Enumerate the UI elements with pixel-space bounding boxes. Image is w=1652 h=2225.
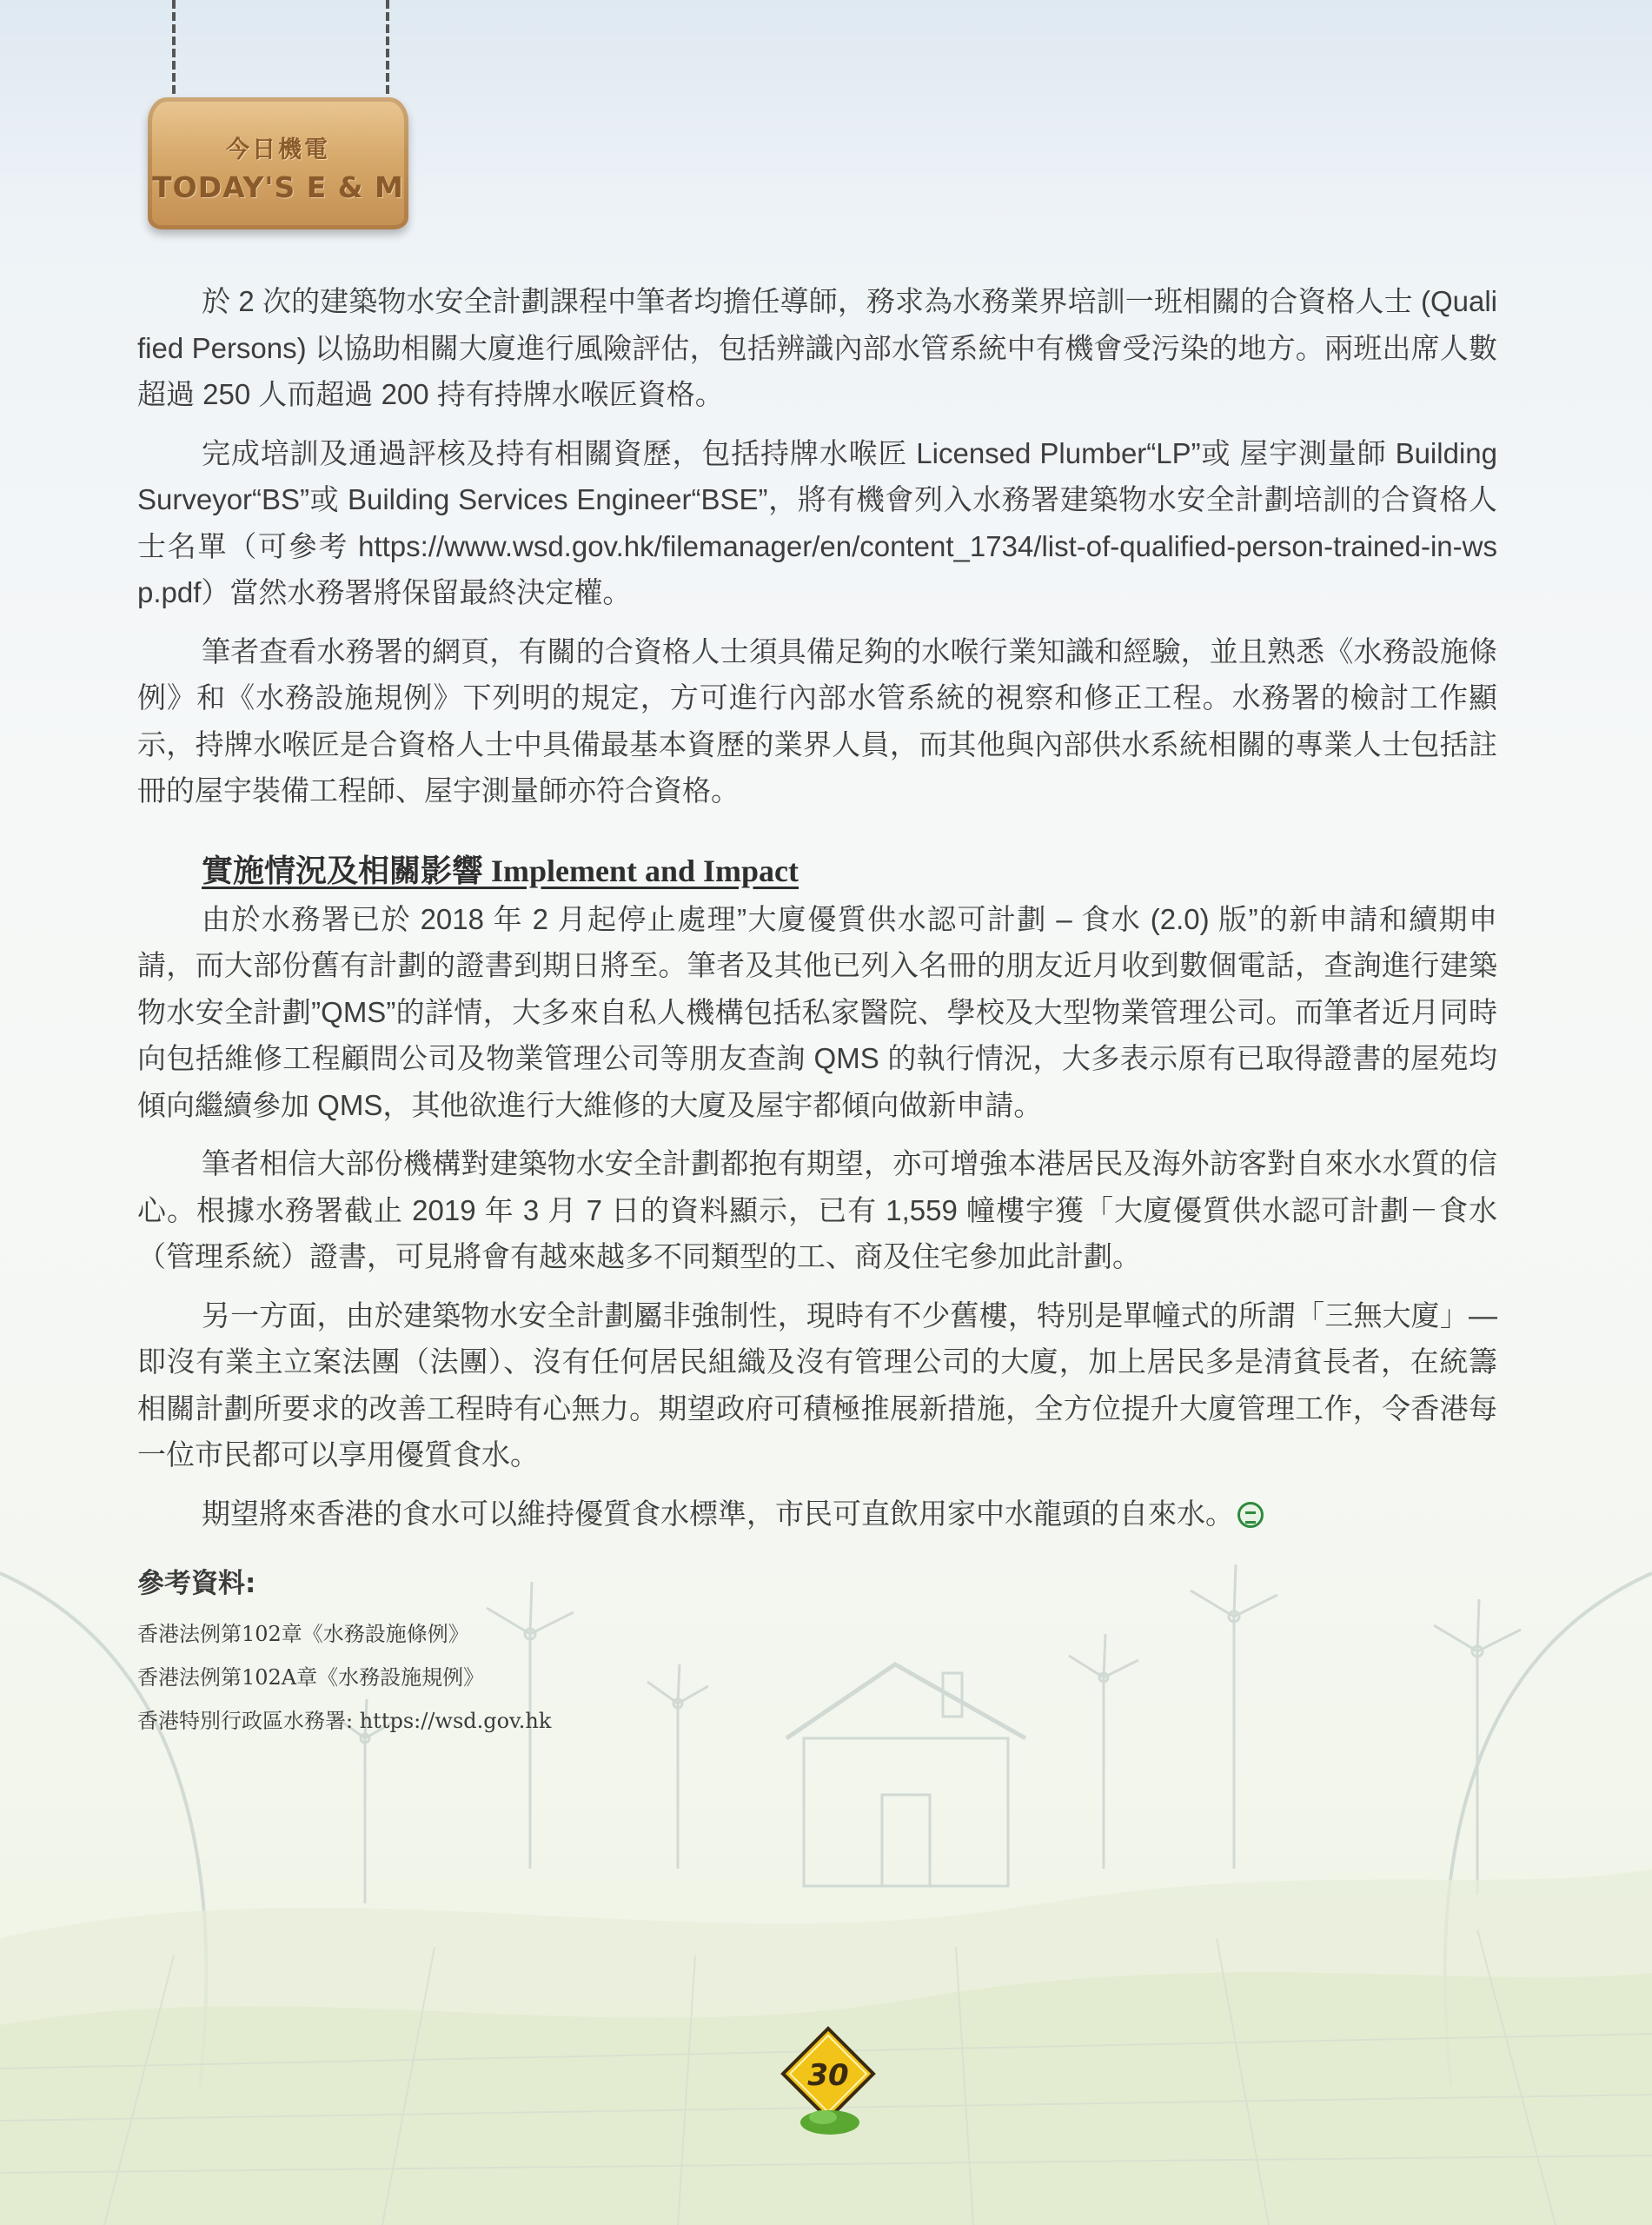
- references-title: 參考資料:: [137, 1568, 256, 1599]
- paragraph: 完成培訓及通過評核及持有相關資歷，包括持牌水喉匠 Licensed Plumber“LP”或 屋宇測量師 Building Surveyor“BS”或 Building Services Engineer“BSE”，將有機會列入水務署建築物水安全計劃培訓的合資格人士名單（可參考 https://www.wsd.gov.hk/filemanager/en/content_1734/list-of-qualified-person-trained-in-wsp.pdf）當然水務署將保留最終決定權。: [137, 436, 1497, 608]
- wooden-sign-board: [148, 97, 408, 229]
- end-mark-icon: [1237, 1502, 1264, 1528]
- reference-item: 香港法例第102章《水務設施條例》: [137, 1622, 469, 1646]
- closing-text: 期望將來香港的食水可以維持優質食水標準，市民可直飲用家中水龍頭的自來水。: [202, 1497, 1234, 1530]
- reference-item: 香港法例第102A章《水務設施規例》: [137, 1665, 485, 1690]
- article-body: [137, 278, 1497, 1549]
- section-sign: [141, 0, 419, 243]
- reference-item: 香港特別行政區水務署: https://wsd.gov.hk: [137, 1709, 552, 1733]
- references: [137, 1561, 551, 1743]
- page-number-badge: [776, 2025, 880, 2138]
- paragraph: 於 2 次的建築物水安全計劃課程中筆者均擔任導師，務求為水務業界培訓一班相關的合資格人士 (Qualified Persons) 以協助相關大廈進行風險評估，包括辨識內部水管系統中有機會受污染的地方。兩班出席人數超過 250 人而超過 200 持有持牌水喉匠資格。: [137, 285, 1497, 410]
- paragraph: 由於水務署已於 2018 年 2 月起停止處理”大廈優質供水認可計劃 – 食水 (2.0) 版”的新申請和續期申請，而大部份舊有計劃的證書到期日將至。筆者及其他已列入名冊的朋友近月收到數個電話，查詢進行建築物水安全計劃”QMS”的詳情，大多來自私人機構包括私家醫院、學校及大型物業管理公司。而筆者近月同時向包括維修工程顧問公司及物業管理公司等朋友查詢 QMS 的執行情況，大多表示原有已取得證書的屋苑均傾向繼續參加 QMS，其他欲進行大維修的大廈及屋宇都傾向做新申請。: [137, 902, 1497, 1121]
- sign-title-en: TODAY'S E & M: [152, 170, 404, 204]
- sign-title-zh: 今日機電: [226, 136, 330, 163]
- page-number: 30: [807, 2058, 849, 2093]
- sign-chains: [141, 0, 419, 113]
- section-heading: 實施情況及相關影響 Implement and Impact: [202, 853, 799, 888]
- paragraph: 筆者查看水務署的網頁，有關的合資格人士須具備足夠的水喉行業知識和經驗，並且熟悉《水務設施條例》和《水務設施規例》下列明的規定，方可進行內部水管系統的視察和修正工程。水務署的檢討工作顯示，持牌水喉匠是合資格人士中具備最基本資歷的業界人員，而其他與內部供水系統相關的專業人士包括註冊的屋宇裝備工程師、屋宇測量師亦符合資格。: [137, 634, 1497, 807]
- paragraph-closing: [137, 1491, 1497, 1538]
- paragraph: 筆者相信大部份機構對建築物水安全計劃都抱有期望，亦可增強本港居民及海外訪客對自來水水質的信心。根據水務署截止 2019 年 3 月 7 日的資料顯示，已有 1,559 幢樓宇獲「大廈優質供水認可計劃－食水（管理系統）證書，可見將會有越來越多不同類型的工、商及住宅參加此計劃。: [137, 1147, 1497, 1272]
- paragraph: 另一方面，由於建築物水安全計劃屬非強制性，現時有不少舊樓，特別是單幢式的所謂「三無大廈」—即沒有業主立案法團（法團）、沒有任何居民組織及沒有管理公司的大廈，加上居民多是清貧長者，在統籌相關計劃所要求的改善工程時有心無力。期望政府可積極推展新措施，全方位提升大廈管理工作，令香港每一位市民都可以享用優質食水。: [137, 1298, 1497, 1471]
